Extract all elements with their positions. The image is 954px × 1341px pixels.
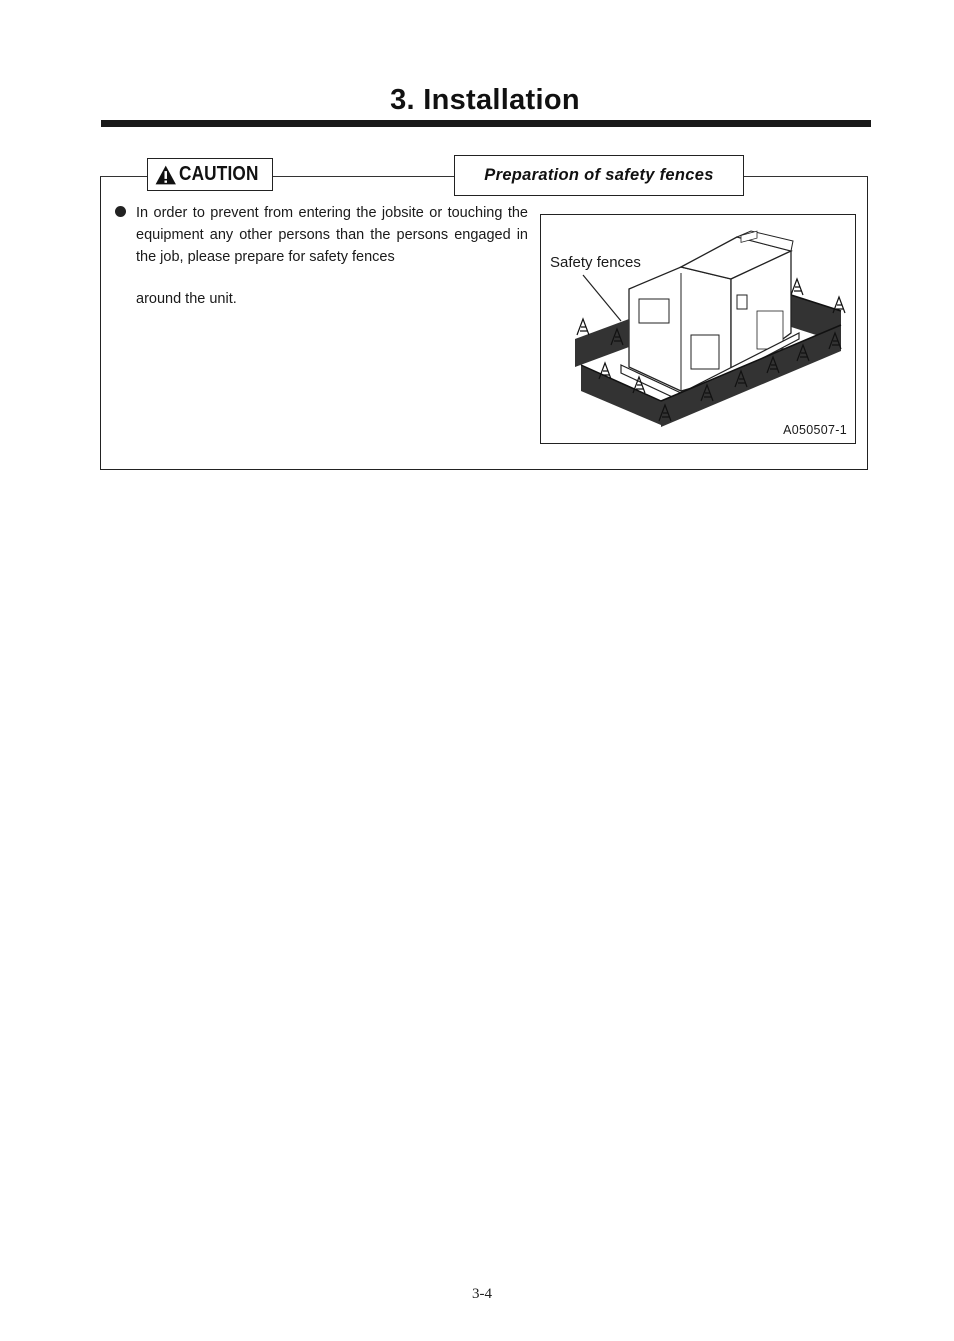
caution-paragraph-continued: around the unit. <box>136 291 237 307</box>
bullet-icon <box>115 206 126 217</box>
frame-top-rule <box>744 176 868 177</box>
page-title: 3. Installation <box>390 84 580 116</box>
warning-triangle-icon <box>154 161 177 189</box>
section-heading: Preparation of safety fences <box>484 166 714 184</box>
caution-badge <box>147 158 273 191</box>
frame-top-rule <box>100 176 147 177</box>
section-heading-box <box>454 155 744 196</box>
generator-with-fences-illustration <box>541 215 855 443</box>
safety-fence-figure <box>540 214 856 444</box>
title-rule <box>101 120 871 127</box>
safety-fences-callout: Safety fences <box>550 254 641 271</box>
caution-paragraph: In order to prevent from entering the jobsite or touching the equipment any other persons than the persons engaged in the job, please prepare for safety fences <box>136 205 528 265</box>
frame-top-rule <box>273 176 454 177</box>
caution-label: CAUTION <box>179 163 260 185</box>
figure-code: A050507-1 <box>783 423 847 437</box>
page-number: 3-4 <box>472 1286 492 1302</box>
